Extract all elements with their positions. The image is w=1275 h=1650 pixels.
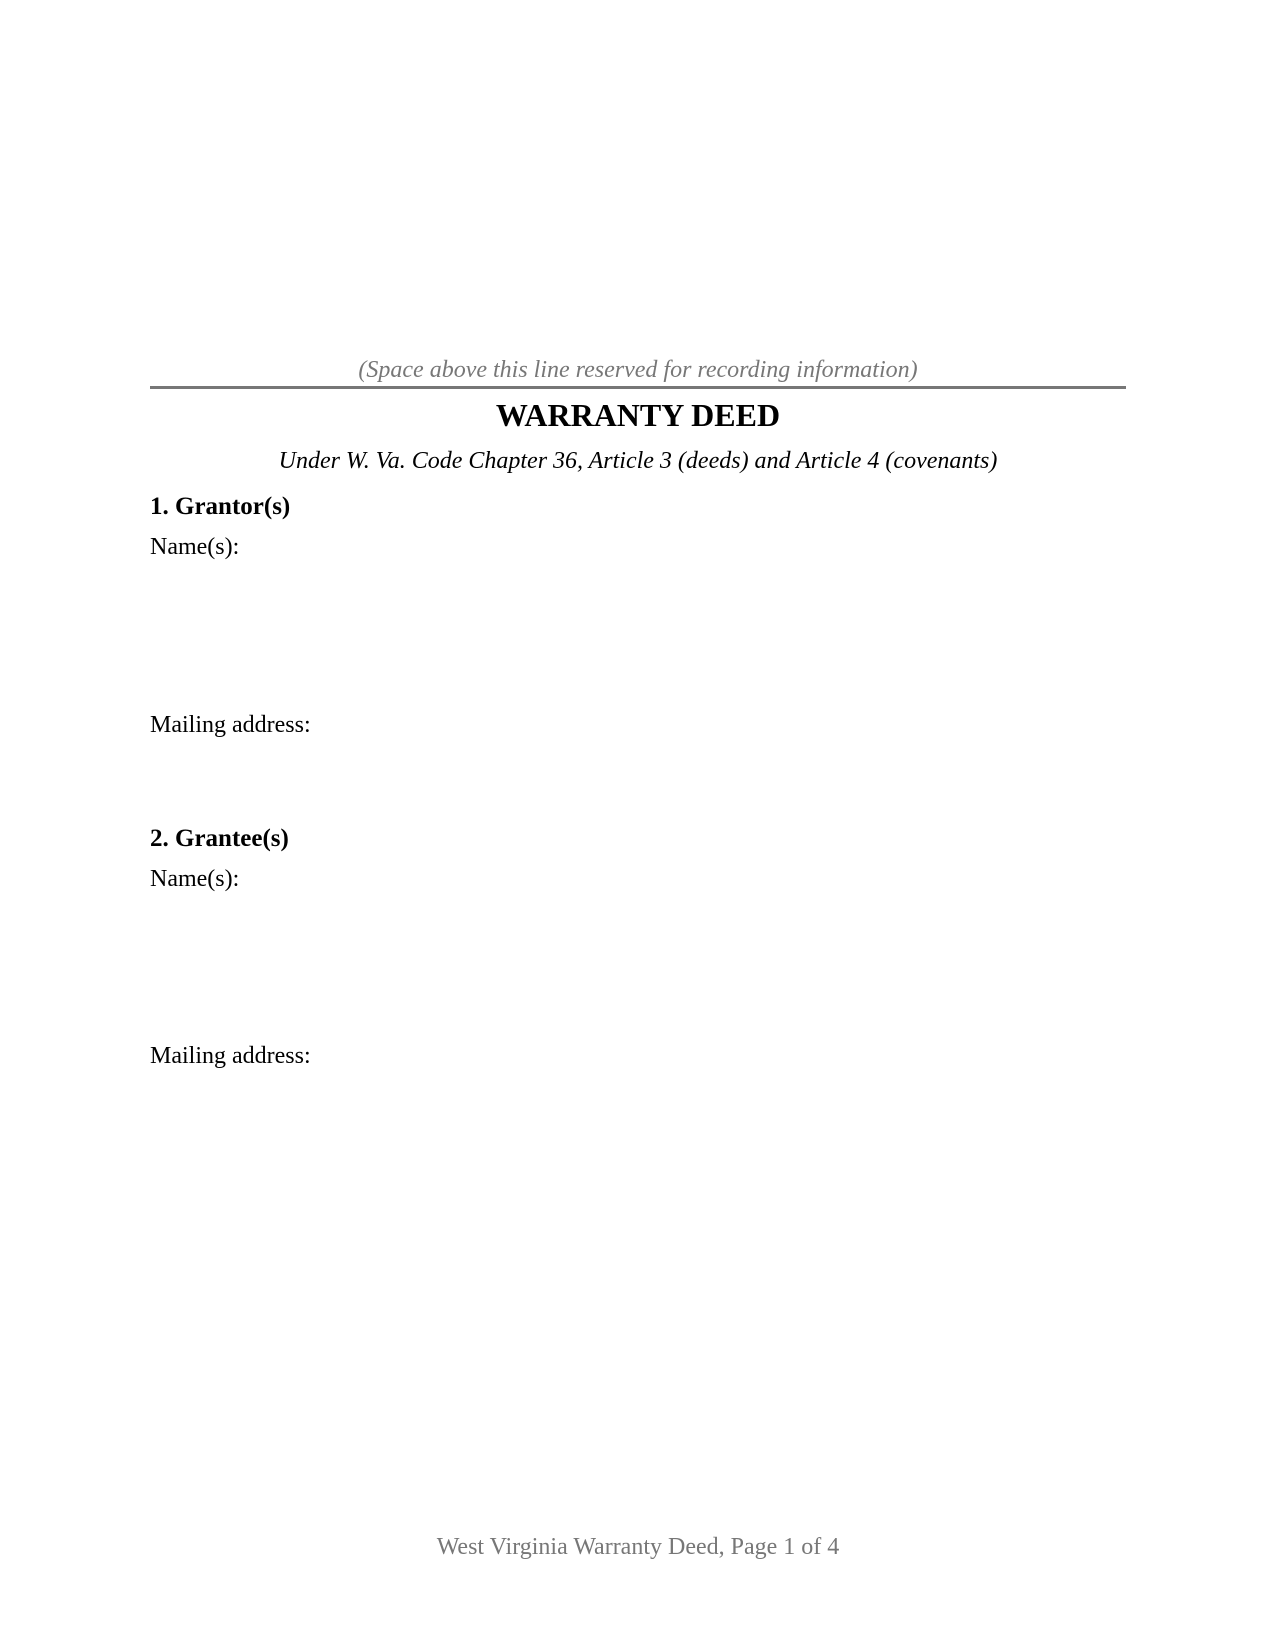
grantee-names-label: Name(s): <box>150 866 240 892</box>
grantee-heading: 2. Grantee(s) <box>150 825 289 852</box>
recording-space-note: (Space above this line reserved for recording information) <box>358 357 918 383</box>
document-title: WARRANTY DEED <box>495 397 781 433</box>
grantee-address-label: Mailing address: <box>150 1043 311 1069</box>
grantor-heading: 1. Grantor(s) <box>150 493 291 520</box>
document-subtitle: Under W. Va. Code Chapter 36, Article 3 (deeds) and Article 4 (covenants) <box>278 448 998 474</box>
recording-divider <box>150 386 1126 389</box>
grantor-address-label: Mailing address: <box>150 712 311 738</box>
grantor-names-label: Name(s): <box>150 534 240 560</box>
page-footer: West Virginia Warranty Deed, Page 1 of 4 <box>436 1534 840 1560</box>
